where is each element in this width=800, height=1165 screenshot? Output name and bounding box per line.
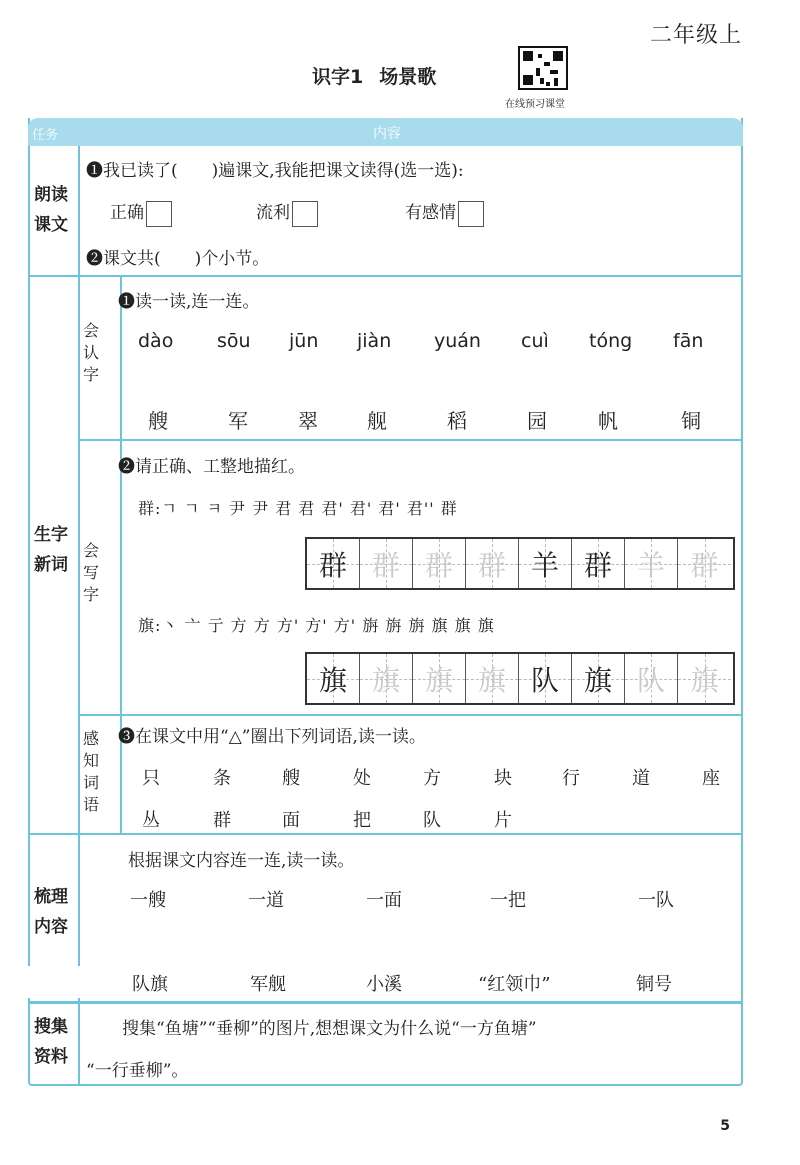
measure-word: 块 xyxy=(494,768,512,789)
measure-word: 行 xyxy=(562,768,580,789)
label-perceive-1: 感 xyxy=(82,729,99,748)
recognize-prompt: ❶读一读,连一连。 xyxy=(118,292,260,312)
writing-cell[interactable]: 群 xyxy=(678,539,731,588)
measure-word: 只 xyxy=(142,768,160,789)
label-recognize xyxy=(82,320,100,386)
collect-line-2: “一行垂柳”。 xyxy=(86,1061,189,1081)
option-emotion-label: 有感情 xyxy=(405,203,456,223)
noun-phrase: 铜号 xyxy=(636,974,672,995)
label-perceive-3: 词 xyxy=(82,773,99,792)
table-header xyxy=(28,118,743,146)
hanzi-item: 园 xyxy=(527,409,547,433)
task-words-line2: 新词 xyxy=(34,555,68,575)
header-content: 内容 xyxy=(373,126,401,142)
label-write xyxy=(82,540,100,606)
measure-word: 条 xyxy=(213,768,231,789)
noun-phrase: 军舰 xyxy=(250,974,286,995)
task-reading xyxy=(28,180,74,240)
lesson-name: 场景歌 xyxy=(379,66,437,88)
writing-cell[interactable]: 旗 xyxy=(466,654,519,703)
task-words-line1: 生字 xyxy=(34,525,68,545)
measure-phrase: 一面 xyxy=(366,890,402,911)
measure-phrase: 一队 xyxy=(638,890,674,911)
pinyin-item: tóng xyxy=(589,330,633,352)
writing-cell[interactable]: 群 xyxy=(360,539,413,588)
collect-divider xyxy=(28,1002,743,1004)
task-sort-line1: 梳理 xyxy=(34,887,68,907)
task-sort-line2: 内容 xyxy=(34,917,68,937)
reading-option-fluent xyxy=(256,198,318,227)
perceive-prompt: ❸在课文中用“△”圈出下列词语,读一读。 xyxy=(118,727,426,747)
label-write-2: 写 xyxy=(82,563,99,582)
lesson-title xyxy=(312,62,436,89)
measure-word: 片 xyxy=(494,810,512,831)
option-correct-checkbox[interactable] xyxy=(146,201,172,227)
pinyin-item: cuì xyxy=(521,330,549,352)
measure-word: 丛 xyxy=(142,810,160,831)
hanzi-item: 舰 xyxy=(367,409,387,433)
header-task: 任务 xyxy=(32,128,59,143)
task-reading-line2: 课文 xyxy=(34,215,68,235)
sort-prompt: 根据课文内容连一连,读一读。 xyxy=(128,851,355,871)
measure-word: 道 xyxy=(632,768,650,789)
writing-cell[interactable]: 旗 xyxy=(307,654,360,703)
page-number: 5 xyxy=(720,1118,730,1134)
noun-phrase: 小溪 xyxy=(366,974,402,995)
task-sort xyxy=(28,882,74,942)
label-perceive xyxy=(82,728,100,816)
hanzi-item: 艘 xyxy=(148,409,168,433)
writing-cell[interactable]: 旗 xyxy=(360,654,413,703)
measure-word: 把 xyxy=(353,810,371,831)
hanzi-item: 军 xyxy=(228,409,248,433)
writing-cell[interactable]: 队 xyxy=(625,654,678,703)
measure-word: 座 xyxy=(702,768,720,789)
qun-stroke-order: 群:ㄱ ㄱ ㅋ 尹 尹 君 君 君' 君' 君' 君'' 群 xyxy=(138,499,458,518)
qun-writing-grid xyxy=(305,537,735,590)
reading-question-2: ❷课文共( )个小节。 xyxy=(86,249,270,269)
label-recognize-3: 字 xyxy=(82,365,99,384)
measure-word: 方 xyxy=(423,768,441,789)
grade-label: 二年级上 xyxy=(649,23,742,48)
qr-code-icon[interactable] xyxy=(518,46,568,90)
measure-word: 群 xyxy=(213,810,231,831)
pinyin-item: jiàn xyxy=(357,330,392,352)
measure-word: 面 xyxy=(282,810,300,831)
hanzi-item: 稻 xyxy=(447,409,467,433)
writing-cell[interactable]: 群 xyxy=(307,539,360,588)
writing-cell[interactable]: 群 xyxy=(466,539,519,588)
label-perceive-4: 语 xyxy=(82,795,99,814)
reading-option-emotion xyxy=(405,198,484,227)
pinyin-item: sōu xyxy=(217,330,251,352)
measure-word: 队 xyxy=(423,810,441,831)
writing-cell[interactable]: 群 xyxy=(572,539,625,588)
task-new-words xyxy=(28,520,74,580)
pinyin-item: yuán xyxy=(434,330,481,352)
collect-line-1: 搜集“鱼塘”“垂柳”的图片,想想课文为什么说“一方鱼塘” xyxy=(88,1019,537,1039)
pinyin-item: dào xyxy=(138,330,174,352)
measure-phrase: 一把 xyxy=(490,890,526,911)
task-collect xyxy=(28,1012,74,1072)
qr-caption: 在线预习课堂 xyxy=(505,99,565,110)
option-fluent-label: 流利 xyxy=(256,203,290,223)
option-emotion-checkbox[interactable] xyxy=(458,201,484,227)
task-reading-line1: 朗读 xyxy=(34,185,68,205)
reading-question-1: ❶我已读了( )遍课文,我能把课文读得(选一选): xyxy=(86,161,464,181)
task-collect-line2: 资料 xyxy=(34,1047,68,1067)
measure-phrase: 一艘 xyxy=(130,890,166,911)
hanzi-item: 铜 xyxy=(681,409,701,433)
measure-word: 处 xyxy=(353,768,371,789)
option-correct-label: 正确 xyxy=(110,203,144,223)
option-fluent-checkbox[interactable] xyxy=(292,201,318,227)
task-collect-line1: 搜集 xyxy=(34,1017,68,1037)
measure-phrase: 一道 xyxy=(248,890,284,911)
hanzi-item: 翠 xyxy=(298,409,318,433)
page-gap xyxy=(0,966,88,998)
writing-cell[interactable]: 旗 xyxy=(678,654,731,703)
lesson-number: 识字1 xyxy=(312,66,364,88)
writing-cell[interactable]: 群 xyxy=(413,539,466,588)
pinyin-item: jūn xyxy=(289,330,319,352)
noun-phrase: 队旗 xyxy=(132,974,168,995)
writing-cell[interactable]: 旗 xyxy=(413,654,466,703)
qi-stroke-order: 旗:丶 亠 亍 方 方 方' 方' 方' 旃 旃 旃 旗 旗 旗 xyxy=(138,616,495,635)
measure-word: 艘 xyxy=(282,768,300,789)
writing-cell[interactable]: 羊 xyxy=(625,539,678,588)
label-recognize-1: 会 xyxy=(82,321,99,340)
writing-cell[interactable]: 队 xyxy=(519,654,572,703)
writing-cell[interactable]: 羊 xyxy=(519,539,572,588)
pinyin-item: fān xyxy=(673,330,704,352)
hanzi-item: 帆 xyxy=(598,409,618,433)
noun-phrase: “红领巾” xyxy=(478,974,551,995)
write-prompt: ❷请正确、工整地描红。 xyxy=(118,457,305,477)
label-write-3: 字 xyxy=(82,585,99,604)
qi-writing-grid xyxy=(305,652,735,705)
writing-cell[interactable]: 旗 xyxy=(572,654,625,703)
label-recognize-2: 认 xyxy=(82,343,99,362)
reading-option-correct xyxy=(110,198,172,227)
label-perceive-2: 知 xyxy=(82,751,99,770)
label-write-1: 会 xyxy=(82,541,99,560)
